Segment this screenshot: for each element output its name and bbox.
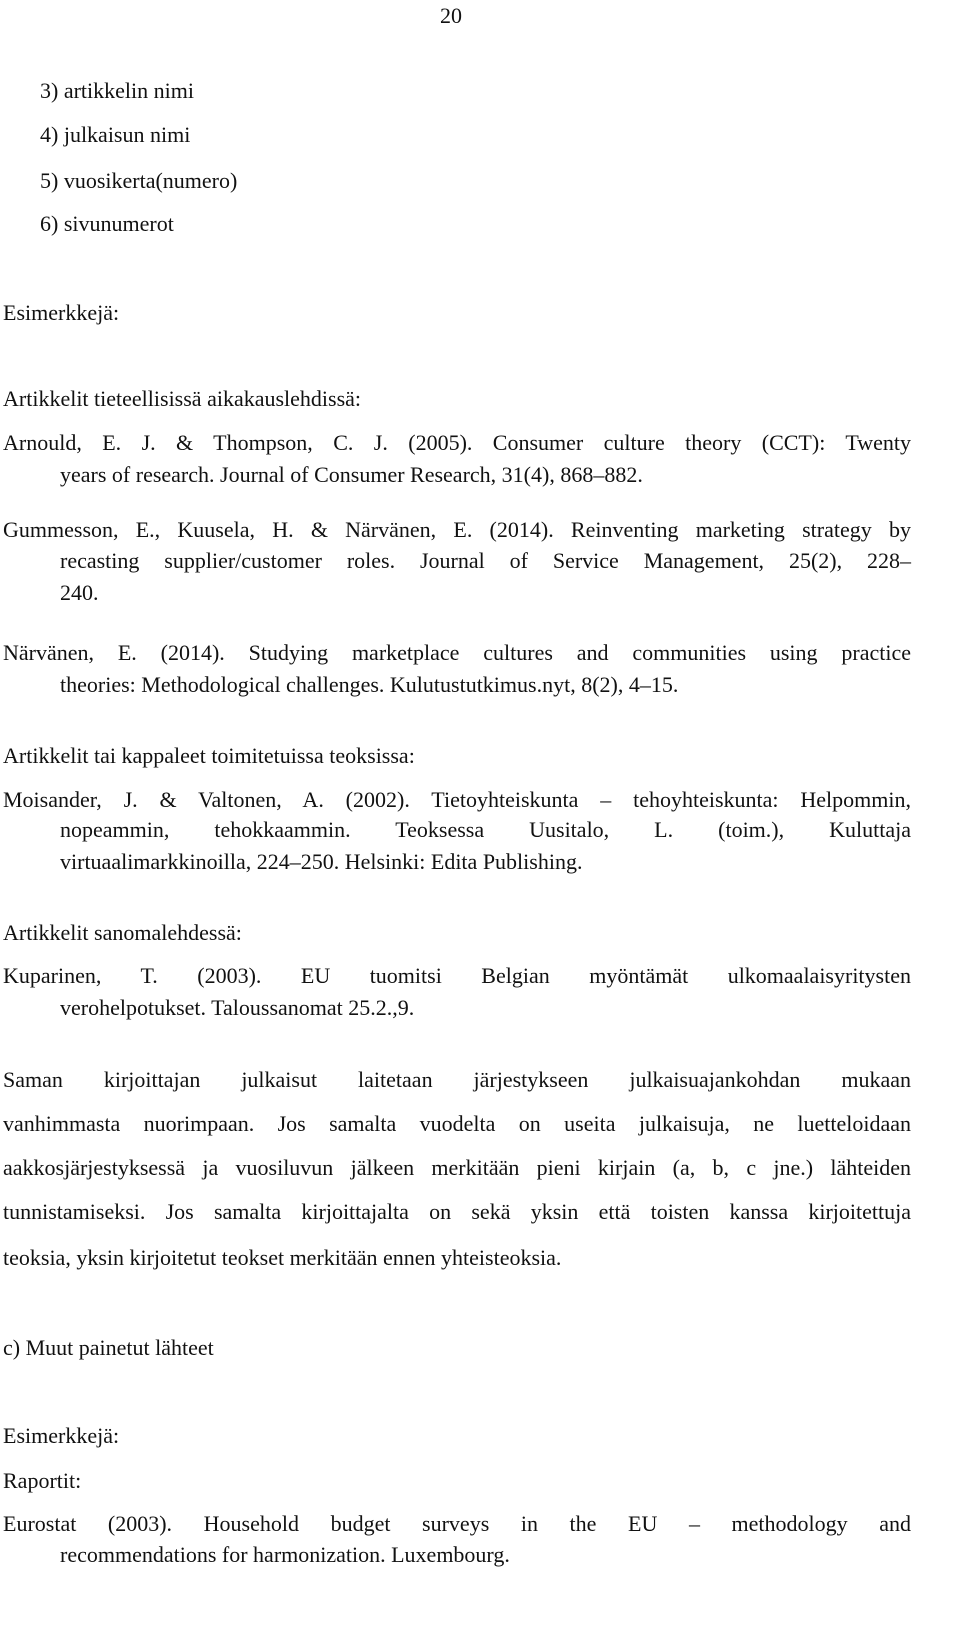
reference-kuparinen-2003 (3, 965, 911, 1025)
reference-line: Eurostat (2003). Household budget surveys in the EU – methodology and (3, 1511, 911, 1536)
examples-heading: Esimerkkejä: (3, 1423, 120, 1448)
paragraph-line: Saman kirjoittajan julkaisut laitetaan järjestykseen julkaisuajankohdan mukaan (3, 1067, 911, 1092)
reference-moisander-2002 (3, 789, 911, 879)
reference-line: recasting supplier/customer roles. Journal of Service Management, 25(2), 228– (60, 548, 911, 573)
section-heading-reports: Raportit: (3, 1468, 82, 1493)
reference-line: Närvänen, E. (2014). Studying marketplace cultures and communities using practice (3, 640, 911, 665)
section-heading-edited-books: Artikkelit tai kappaleet toimitetuissa teoksissa: (3, 743, 415, 768)
examples-heading: Esimerkkejä: (3, 300, 120, 325)
section-heading-journal-articles: Artikkelit tieteellisissä aikakauslehdissä: (3, 386, 362, 411)
reference-line: 240. (60, 580, 99, 605)
paragraph-line: aakkosjärjestyksessä ja vuosiluvun jälkeen merkitään pieni kirjain (a, b, c jne.) lähteiden (3, 1155, 911, 1180)
reference-line: theories: Methodological challenges. Kulutustutkimus.nyt, 8(2), 4–15. (60, 672, 679, 697)
reference-line: Arnould, E. J. & Thompson, C. J. (2005). Consumer culture theory (CCT): Twenty (3, 430, 911, 455)
reference-line: nopeammin, tehokkaammin. Teoksessa Uusitalo, L. (toim.), Kuluttaja (60, 817, 911, 842)
section-heading-other-printed-sources: c) Muut painetut lähteet (3, 1335, 214, 1360)
reference-gummesson-2014 (3, 519, 911, 609)
list-item: 4) julkaisun nimi (40, 122, 191, 147)
reference-line: verohelpotukset. Taloussanomat 25.2.,9. (60, 995, 415, 1020)
page-number: 20 (440, 3, 462, 28)
reference-line: recommendations for harmonization. Luxembourg. (60, 1542, 510, 1567)
reference-line: years of research. Journal of Consumer Research, 31(4), 868–882. (60, 462, 643, 487)
reference-narvanen-2014 (3, 642, 911, 702)
reference-line: Kuparinen, T. (2003). EU tuomitsi Belgian myöntämät ulkomaalaisyritysten (3, 963, 911, 988)
reference-eurostat-2003 (3, 1513, 911, 1573)
list-item: 6) sivunumerot (40, 211, 174, 236)
ordering-paragraph (3, 1069, 911, 1299)
list-item: 5) vuosikerta(numero) (40, 168, 238, 193)
reference-line: Gummesson, E., Kuusela, H. & Närvänen, E. (2014). Reinventing marketing strategy by (3, 517, 911, 542)
reference-line: Moisander, J. & Valtonen, A. (2002). Tietoyhteiskunta – tehoyhteiskunta: Helpommin, (3, 787, 911, 812)
paragraph-line: vanhimmasta nuorimpaan. Jos samalta vuodelta on useita julkaisuja, ne luetteloidaan (3, 1111, 911, 1136)
section-heading-newspaper-articles: Artikkelit sanomalehdessä: (3, 920, 242, 945)
paragraph-line: teoksia, yksin kirjoitetut teokset merkitään ennen yhteisteoksia. (3, 1245, 562, 1270)
list-item: 3) artikkelin nimi (40, 78, 194, 103)
paragraph-line: tunnistamiseksi. Jos samalta kirjoittajalta on sekä yksin että toisten kanssa kirjoitettuja (3, 1199, 911, 1224)
reference-arnould-2005 (3, 432, 911, 492)
reference-line: virtuaalimarkkinoilla, 224–250. Helsinki: Edita Publishing. (60, 849, 583, 874)
